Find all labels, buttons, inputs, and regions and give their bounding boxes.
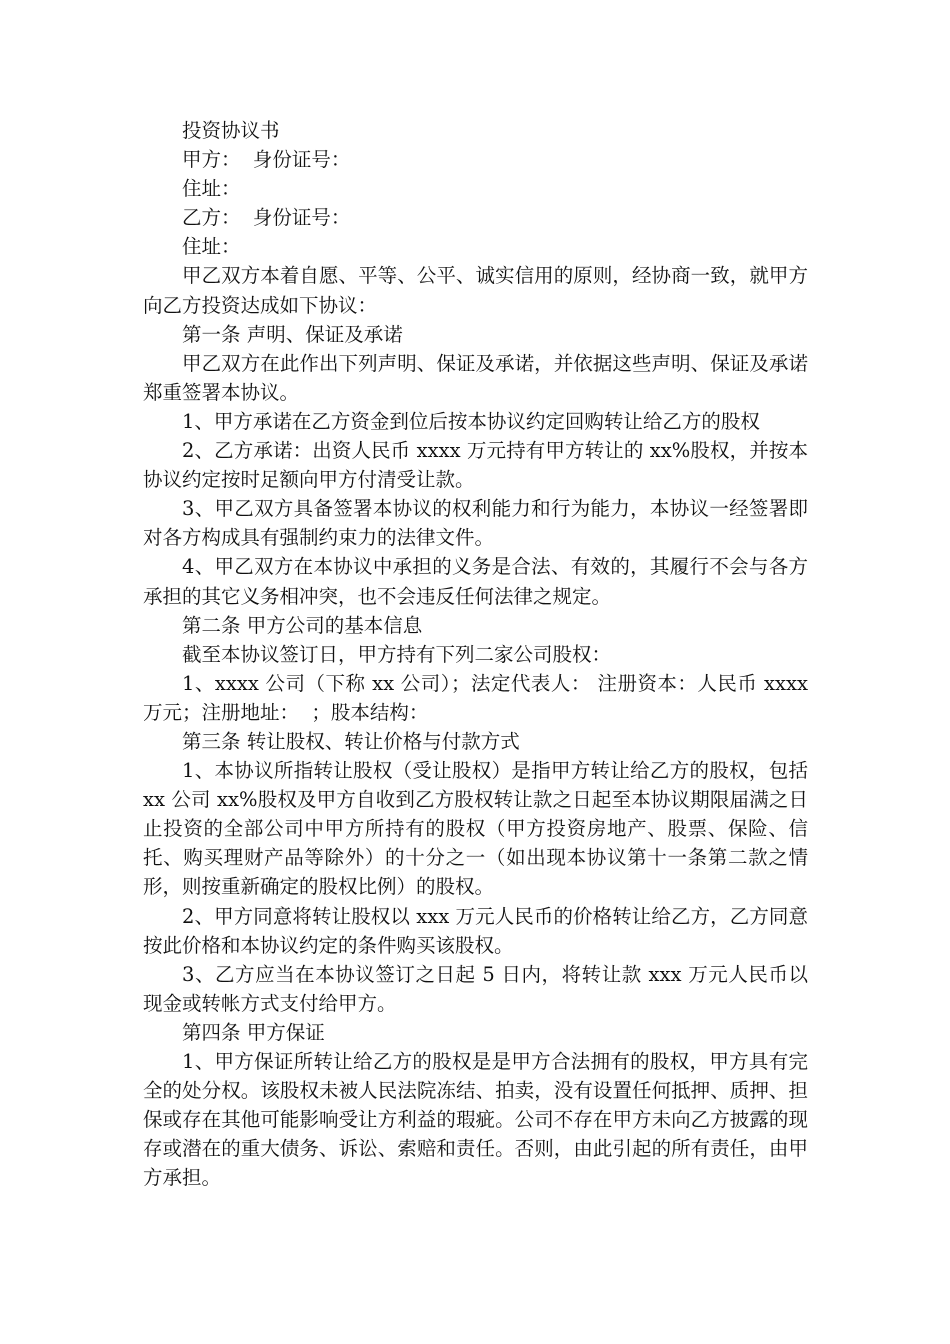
article-1-clause-4: 4、甲乙双方在本协议中承担的义务是合法、有效的，其履行不会与各方承担的其它义务相冲突，也不会违反任何法律之规定。 <box>143 555 808 608</box>
article-4-heading: 第四条 甲方保证 <box>182 1020 325 1044</box>
article-1-clause-3: 3、甲乙双方具备签署本协议的权利能力和行为能力，本协议一经签署即对各方构成具有强制约束力的法律文件。 <box>143 497 808 550</box>
article-1-clause-1: 1、甲方承诺在乙方资金到位后按本协议约定回购转让给乙方的股权 <box>182 409 760 433</box>
party-a-address: 住址： <box>182 177 241 201</box>
article-2-clause-1: 1、xxxx 公司（下称 xx 公司）；法定代表人： 注册资本：人民币 xxxx 万元；注册地址： ；股本结构： <box>143 671 815 724</box>
party-b-line: 乙方： 身份证号： <box>182 206 351 230</box>
article-3-clause-2: 2、甲方同意将转让股权以 xxx 万元人民币的价格转让给乙方，乙方同意按此价格和本协议约定的条件购买该股权。 <box>143 904 808 957</box>
article-2-intro: 截至本协议签订日，甲方持有下列二家公司股权： <box>182 642 612 666</box>
preamble-paragraph: 甲乙双方本着自愿、平等、公平、诚实信用的原则，经协商一致，就甲方向乙方投资达成如下协议： <box>143 264 808 317</box>
article-4-clause-1: 1、甲方保证所转让给乙方的股权是是甲方合法拥有的股权，甲方具有完全的处分权。该股权未被人民法院冻结、拍卖，没有设置任何抵押、质押、担保或存在其他可能影响受让方利益的瑕疵。公司不存在甲方未向乙方披露的现存或潜在的重大债务、诉讼、索赔和责任。否则，由此引起的所有责任，由甲方承担。 <box>143 1050 808 1190</box>
article-1-heading: 第一条 声明、保证及承诺 <box>182 322 403 346</box>
article-1-clause-2: 2、乙方承诺：出资人民币 xxxx 万元持有甲方转让的 xx%股权，并按本协议约定按时足额向甲方付清受让款。 <box>143 439 808 492</box>
article-3-clause-1: 1、本协议所指转让股权（受让股权）是指甲方转让给乙方的股权，包括 xx 公司 xx%股权及甲方自收到乙方股权转让款之日起至本协议期限届满之日止投资的全部公司中甲方所持有的股权（甲方投资房地产、股票、保险、信托、购买理财产品等除外）的十分之一（如出现本协议第十一条第二款之情形，则按重新确定的股权比例）的股权。 <box>143 759 815 899</box>
article-3-heading: 第三条 转让股权、转让价格与付款方式 <box>182 729 520 753</box>
party-b-address: 住址： <box>182 235 241 259</box>
article-3-clause-3: 3、乙方应当在本协议签订之日起 5 日内，将转让款 xxx 万元人民币以现金或转帐方式支付给甲方。 <box>143 962 808 1015</box>
document-title: 投资协议书 <box>182 119 280 142</box>
article-2-heading: 第二条 甲方公司的基本信息 <box>182 613 423 637</box>
party-a-line: 甲方： 身份证号： <box>182 148 351 172</box>
document-page <box>143 116 815 1192</box>
article-1-intro: 甲乙双方在此作出下列声明、保证及承诺，并依据这些声明、保证及承诺郑重签署本协议。 <box>143 351 808 404</box>
